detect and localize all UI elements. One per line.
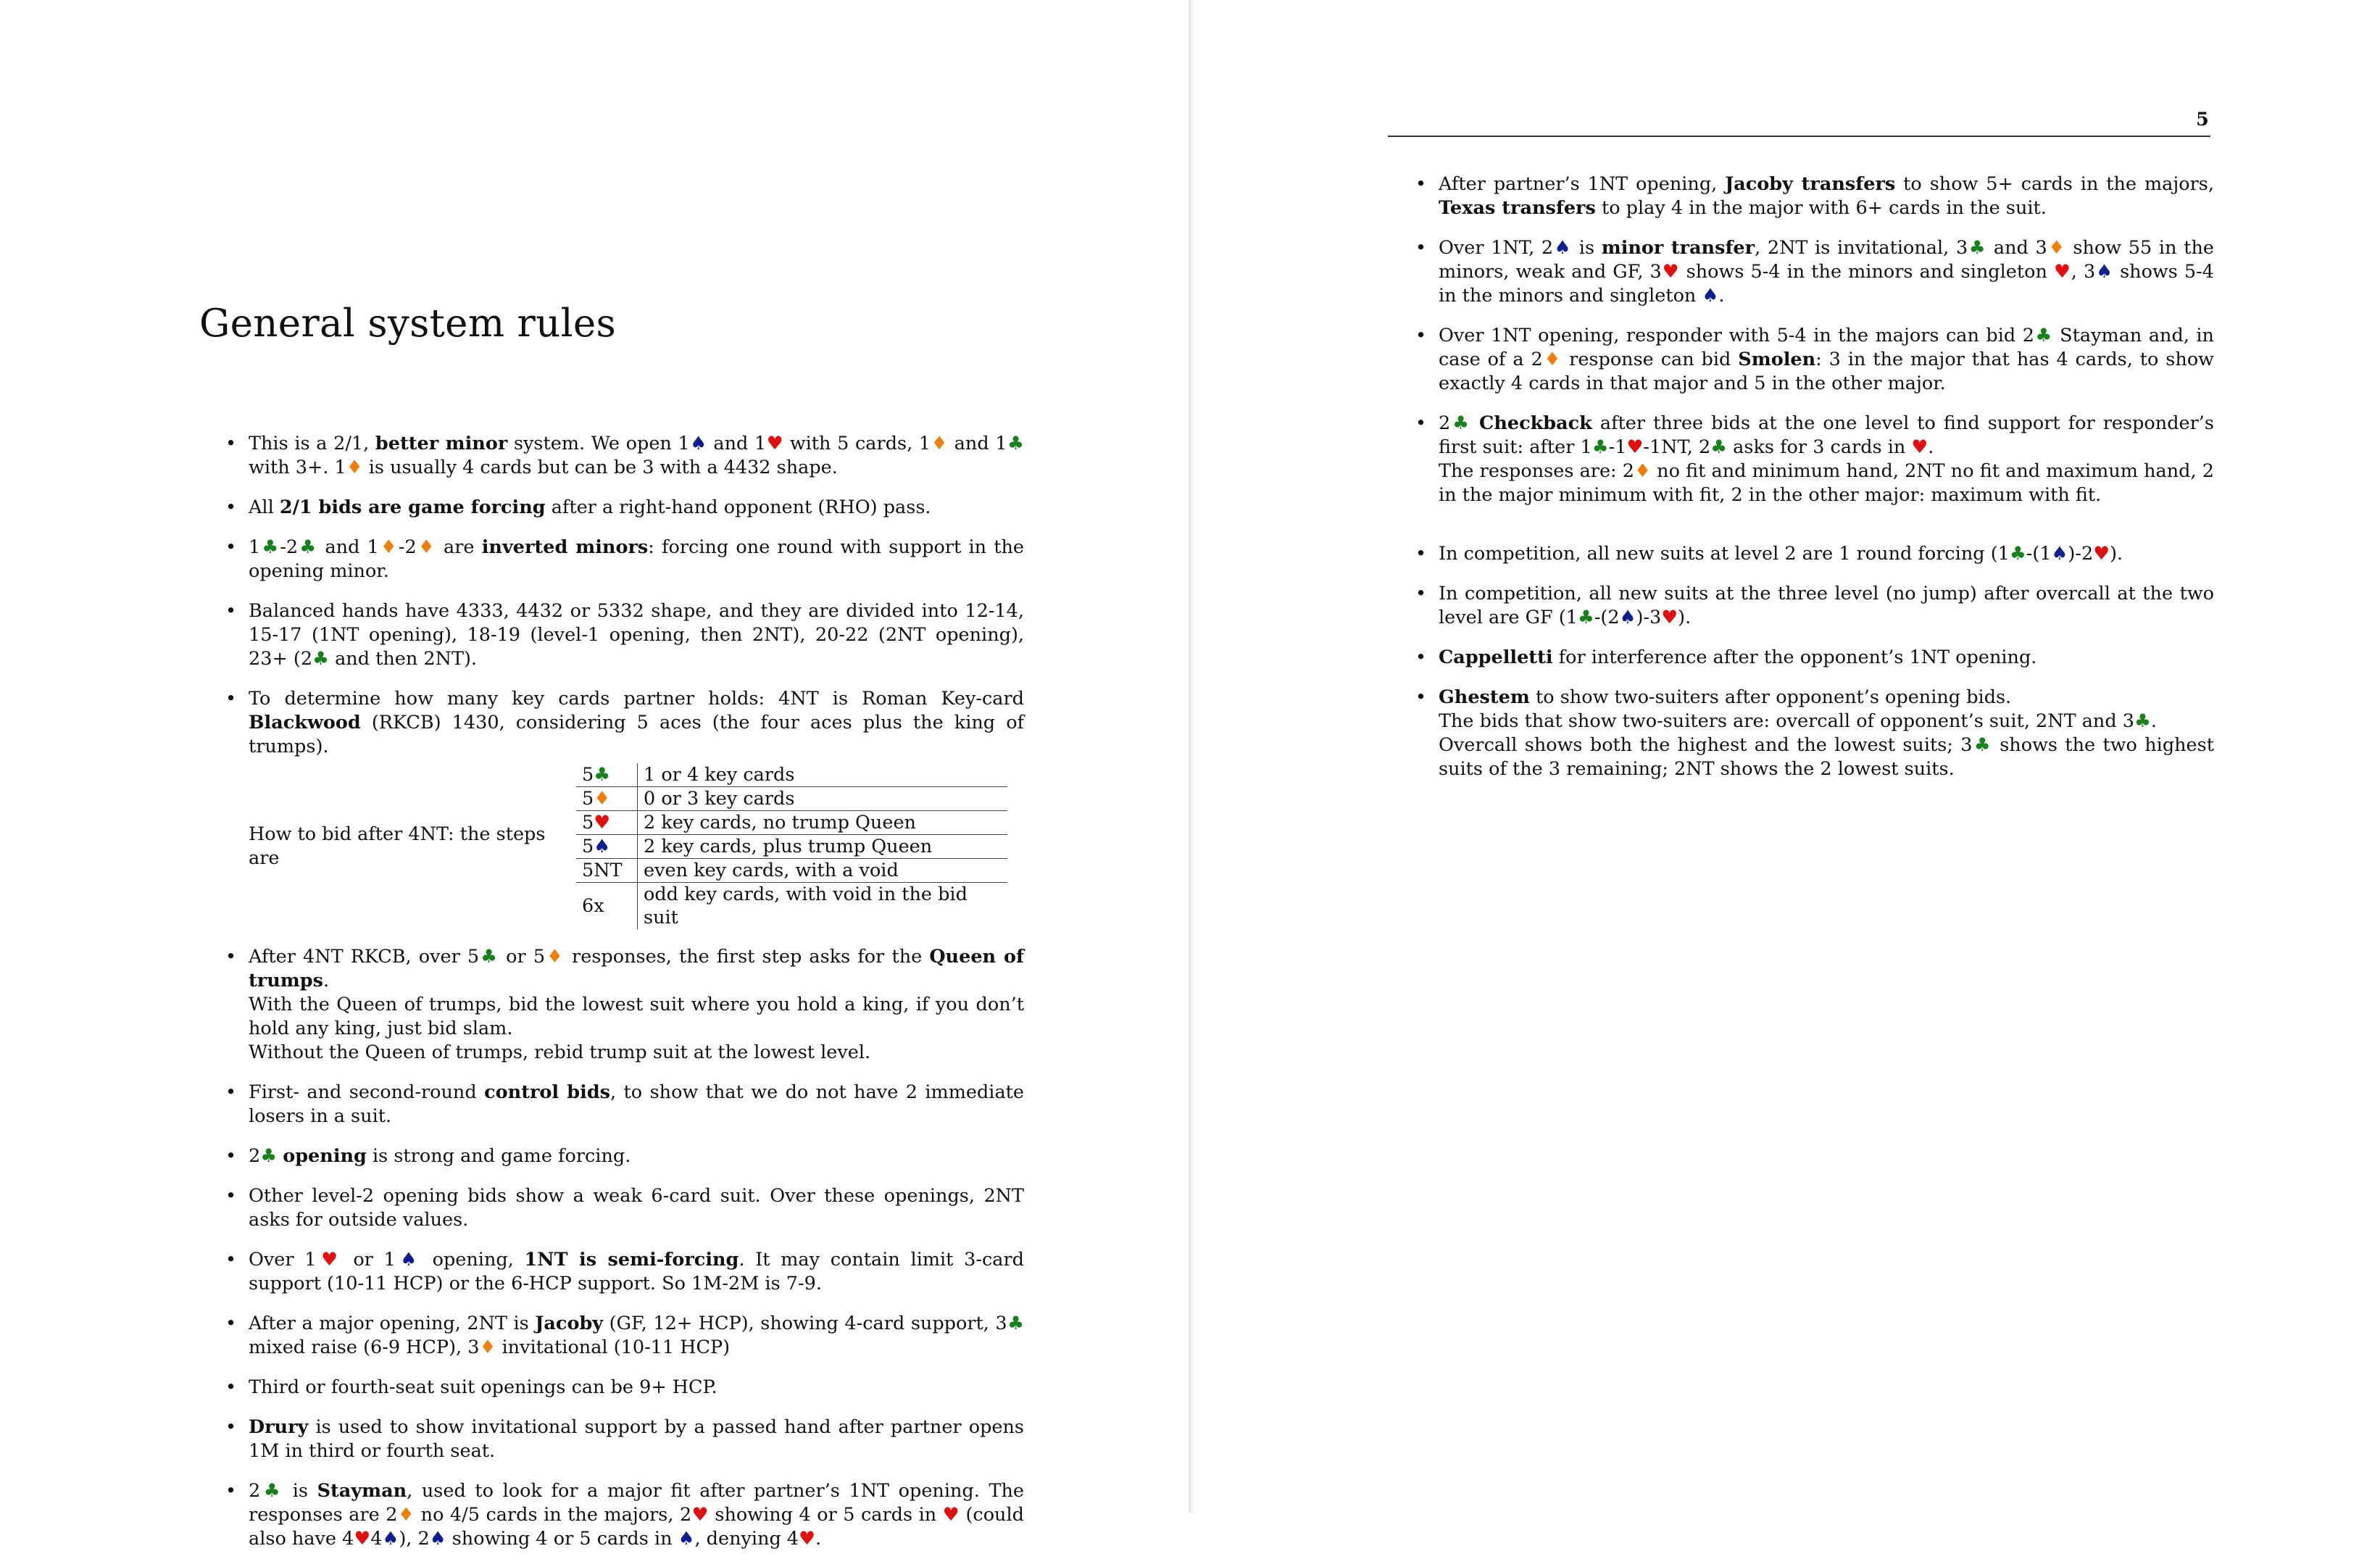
rule-item [1439,646,2214,670]
text-run: no 4/5 cards in the majors, 2 [415,1504,692,1526]
text-run: shows the two highest suits of the 3 remaining; 2NT shows the 2 lowest suits. [1439,734,2214,780]
rule-item [249,1416,1024,1463]
text-run: system. We open 1 [507,433,690,454]
bold-term: Blackwood [249,712,361,733]
bold-term: inverted minors [481,536,649,558]
text-run: , used to look for a major fit after partner’s 1NT opening. The responses are 2 [249,1480,1024,1526]
bold-term: Cappelletti [1439,647,1553,668]
text-run: after three bids at the one level to find support for responder’s first suit: after 1 [1439,412,2214,458]
text-run: Balanced hands have 4333, 4432 or 5332 shape, and they are divided into 12-14, 15-17 (1NT opening), 18-19 (level-1 opening, then 2NT), 20-22 (2NT opening), 23+ (2 [249,600,1024,670]
text-run: opening, [421,1249,525,1271]
club-icon: ♣ [1591,436,1609,458]
bold-term: minor transfer [1601,237,1755,259]
spade-icon: ♠ [2095,261,2113,283]
club-icon: ♣ [260,1480,284,1502]
step-cell [576,835,638,859]
text-run: : 3 in the major that has 4 cards, to show exactly 4 cards in that major and 5 in the other major. [1439,349,2214,394]
step-cell [576,763,638,787]
text-run: no fit and minimum hand, 2NT no fit and maximum hand, 2 in the major minimum with fit, 2 in the other major: maximum with fit. [1439,460,2214,506]
step-cell [576,811,638,835]
text-run: shows 5-4 in the minors and singleton [1679,261,2054,283]
spade-icon: ♠ [678,1528,695,1550]
rule-item [1439,686,2214,781]
heart-icon: ♥ [1911,436,1928,458]
text-run: ). [1678,607,1692,628]
text-run: Without the Queen of trumps, rebid trump suit at the lowest level. [249,1042,871,1063]
text-run: (GF, 12+ HCP), showing 4-card support, 3 [603,1313,1007,1334]
left-page [0,0,1189,1550]
diamond-icon: ♦ [479,1337,496,1358]
text-run: After a major opening, 2NT is [249,1313,536,1334]
heart-icon: ♥ [691,1504,709,1526]
diamond-icon: ♦ [2047,237,2066,259]
text-run: -2 [280,536,299,558]
club-icon: ♣ [1710,436,1728,458]
step-cell [576,883,638,930]
diamond-icon: ♦ [931,433,949,454]
text-run: Third or fourth-seat suit openings can be 9+ HCP. [249,1376,717,1398]
text-run: 5NT [582,860,623,881]
meaning-cell: 1 or 4 key cards [644,764,795,786]
text-run: is used to show invitational support by a passed hand after partner opens 1M in third or fourth seat. [249,1416,1024,1462]
rule-item [249,496,1024,520]
diamond-icon: ♦ [346,457,363,478]
diamond-icon: ♦ [1542,349,1563,370]
text-run: 2 [1439,412,1451,434]
spade-icon: ♠ [382,1528,399,1550]
bold-term: Drury [249,1416,309,1438]
text-run: . [1718,285,1725,307]
bold-term: Checkback [1479,412,1592,434]
text-run: . [323,970,330,992]
diamond-icon: ♦ [416,536,436,558]
heart-icon: ♥ [2053,261,2071,283]
header-rule [1388,136,2210,137]
spade-icon: ♠ [2051,543,2068,565]
text-run: to show two-suiters after opponent’s opening bids. [1529,686,2012,708]
page-number: 5 [2196,109,2209,130]
text-run: with 3+. 1 [249,457,346,478]
rule-item [249,1312,1024,1360]
text-run: ), 2 [399,1528,430,1550]
rule-item [1439,542,2214,566]
text-run: . [1928,436,1934,458]
text-run: to show 5+ cards in the majors, [1895,173,2214,195]
rule-item [249,1376,1024,1400]
text-run: Over 1 [249,1249,317,1271]
text-run: . [815,1528,822,1550]
bold-term: Jacoby transfers [1725,173,1896,195]
table-row [576,835,1007,859]
diamond-icon: ♦ [397,1504,415,1526]
rule-item [1439,173,2214,220]
rule-item [249,1479,1024,1551]
text-run: or 1 [342,1249,396,1271]
meaning-cell: 0 or 3 key cards [638,787,1008,811]
rule-item [1439,412,2214,507]
table-row [576,811,1007,835]
text-run: or 5 [499,946,546,968]
text-run: . It may contain limit 3-card support (10-11 HCP) or the 6-HCP support. So 1M-2M is 7-9. [249,1249,1024,1294]
text-run: 5 [582,764,594,786]
table-row [576,859,1007,883]
text-run: is usually 4 cards but can be 3 with a 4432 shape. [362,457,838,478]
bold-term: better minor [375,433,508,454]
meaning-cell: 2 key cards, plus trump Queen [638,835,1008,859]
steps-row [249,763,1024,929]
meaning-cell: odd key cards, with void in the bid suit [638,883,1008,930]
diamond-icon: ♦ [1634,460,1651,482]
right-rules-list [1439,173,2214,797]
text-run: , 3 [2071,261,2096,283]
heart-icon: ♥ [594,812,611,834]
text-run: to play 4 in the major with 6+ cards in the suit. [1595,197,2047,219]
text-run: is strong and game forcing. [366,1145,631,1167]
text-run: and 1 [707,433,767,454]
club-icon: ♣ [260,536,280,558]
table-row [576,787,1007,811]
text-run: with 5 cards, 1 [783,433,931,454]
bold-term: 2/1 bids are game forcing [279,496,546,518]
heart-icon: ♥ [316,1249,343,1271]
text-run: To determine how many key cards partner holds: 4NT is Roman Key-card [249,688,1024,710]
text-run: , 2NT is invitational, 3 [1755,237,1968,259]
text-run: show 55 in the minors, weak and GF, 3 [1439,237,2214,283]
text-run: and 3 [1986,237,2047,259]
rule-item [249,1248,1024,1296]
text-run: -2 [398,536,417,558]
text-run: is [283,1480,317,1502]
text-run: After partner’s 1NT opening, [1439,173,1726,195]
heart-icon: ♥ [1661,607,1678,628]
bold-term: Ghestem [1439,686,1530,708]
heart-icon: ♥ [799,1528,816,1550]
text-run: : forcing one round with support in the opening minor. [249,536,1024,582]
text-run: Over 1NT opening, responder with 5-4 in the majors can bid 2 [1439,325,2034,346]
text-run: , denying 4 [694,1528,799,1550]
bold-term: 1NT is semi-forcing [524,1249,739,1271]
club-icon: ♣ [260,1145,278,1167]
text-run: Stayman and, in case of a 2 [1439,325,2214,370]
text-run: -1NT, 2 [1643,436,1711,458]
bold-term: Texas transfers [1439,197,1596,219]
spade-icon: ♠ [1619,607,1636,628]
club-icon: ♣ [312,648,329,670]
text-run: Other level-2 opening bids show a weak 6-card suit. Over these openings, 2NT asks for outside values. [249,1185,1024,1231]
text-run: -1 [1608,436,1627,458]
text-run: response can bid [1562,349,1739,370]
text-run: 5 [582,836,594,857]
text-run: 5 [582,812,594,834]
text-run: 4 [370,1528,383,1550]
rule-item [249,945,1024,1065]
meaning-cell: 2 key cards, no trump Queen [638,811,1008,835]
rule-item [249,599,1024,671]
text-run: after a right-hand opponent (RHO) pass. [545,496,931,518]
club-icon: ♣ [1007,433,1024,454]
spade-icon: ♠ [689,433,707,454]
table-row [576,883,1007,930]
bold-term: opening [283,1145,367,1167]
club-icon: ♣ [1968,237,1987,259]
club-icon: ♣ [1007,1313,1024,1334]
diamond-icon: ♦ [545,946,565,968]
club-icon: ♣ [594,764,611,786]
rule-item-blackwood [249,687,1024,929]
rule-item [249,1184,1024,1232]
step-cell [576,859,638,883]
text-run [1471,412,1479,434]
text-run: asks for 3 cards in [1727,436,1912,458]
step-cell [576,787,638,811]
heart-icon: ♥ [942,1504,960,1526]
text-run: The responses are: 2 [1439,460,1635,482]
text-run: All [249,496,280,518]
text-run: shows 5-4 in the minors and singleton [1439,261,2214,307]
bold-term: Queen of trumps [249,946,1024,992]
spade-icon: ♠ [395,1249,422,1271]
spade-icon: ♠ [594,836,611,857]
text-run: showing 4 or 5 cards in [708,1504,943,1526]
rule-item [249,1144,1024,1168]
bold-term: Smolen [1738,349,1816,370]
club-icon: ♣ [1972,734,1992,756]
text-run: 5 [582,788,594,810]
text-run: (could also have 4 [249,1504,1024,1550]
text-run: )-3 [1636,607,1662,628]
text-run: After 4NT RKCB, over 5 [249,946,480,968]
diamond-icon: ♦ [594,788,611,810]
heart-icon: ♥ [2093,543,2110,565]
text-run: and then 2NT). [328,648,478,670]
rule-item [249,1081,1024,1129]
text-run: . [2150,710,2157,732]
rule-item [1439,236,2214,308]
text-run: In competition, all new suits at level 2 are 1 round forcing (1 [1439,543,2010,565]
rule-item [249,432,1024,480]
bold-term: Jacoby [535,1313,604,1334]
text-run: showing 4 or 5 cards in [446,1528,678,1550]
text-run: 2 [249,1480,261,1502]
text-run: invitational (10-11 HCP) [496,1337,731,1358]
diamond-icon: ♦ [378,536,399,558]
bold-term: Stayman [317,1480,407,1502]
book-gutter [1189,0,1196,1513]
club-icon: ♣ [479,946,499,968]
text-run: The bids that show two-suiters are: overcall of opponent’s suit, 2NT and 3 [1439,710,2134,732]
text-run: In competition, all new suits at the three level (no jump) after overcall at the two level are GF (1 [1439,583,2214,628]
heart-icon: ♥ [1661,261,1680,283]
text-run: Over 1NT, 2 [1439,237,1554,259]
text-run: mixed raise (6-9 HCP), 3 [249,1337,480,1358]
text-run: are [436,536,482,558]
text-run: Overcall shows both the highest and the lowest suits; 3 [1439,734,1973,756]
text-run: ). [2110,543,2123,565]
text-run: First- and second-round [249,1081,485,1103]
text-run [277,1145,283,1167]
text-run: 6x [582,895,604,917]
text-run: is [1572,237,1602,259]
rule-item [249,536,1024,583]
meaning-cell: even key cards, with a void [638,859,1008,883]
club-icon: ♣ [2134,710,2151,732]
text-run: and 1 [948,433,1007,454]
bold-term: control bids [484,1081,611,1103]
text-run: -(2 [1594,607,1620,628]
text-run: (RKCB) 1430, considering 5 aces (the four aces plus the king of trumps). [249,712,1024,757]
page-title: General system rules [199,302,617,346]
text-run: , to show that we do not have 2 immediate losers in a suit. [249,1081,1024,1127]
table-row [576,763,1007,787]
club-icon: ♣ [2034,325,2053,346]
text-run: With the Queen of trumps, bid the lowest suit where you hold a king, if you don’t hold any king, just bid slam. [249,994,1024,1039]
rule-item [1439,582,2214,630]
rule-item [1439,324,2214,396]
text-run: This is a 2/1, [249,433,375,454]
text-run: )-2 [2068,543,2094,565]
club-icon: ♣ [298,536,318,558]
club-icon: ♣ [1577,607,1594,628]
heart-icon: ♥ [766,433,784,454]
text-run: 1 [249,536,261,558]
text-run: for interference after the opponent’s 1NT opening. [1552,647,2037,668]
spade-icon: ♠ [429,1528,446,1550]
heart-icon: ♥ [1626,436,1644,458]
text-run: and 1 [317,536,379,558]
left-rules-list [249,432,1024,1567]
rkcb-steps-table [576,763,1007,929]
steps-lead: How to bid after 4NT: the steps are [249,823,546,869]
club-icon: ♣ [1450,412,1471,434]
spade-icon: ♠ [1702,285,1719,307]
text-run: -(1 [2026,543,2052,565]
text-run: responses, the first step asks for the [564,946,930,968]
spade-icon: ♠ [1553,237,1573,259]
text-run: 2 [249,1145,261,1167]
club-icon: ♣ [2009,543,2026,565]
rule-text [249,687,1024,759]
heart-icon: ♥ [354,1528,371,1550]
